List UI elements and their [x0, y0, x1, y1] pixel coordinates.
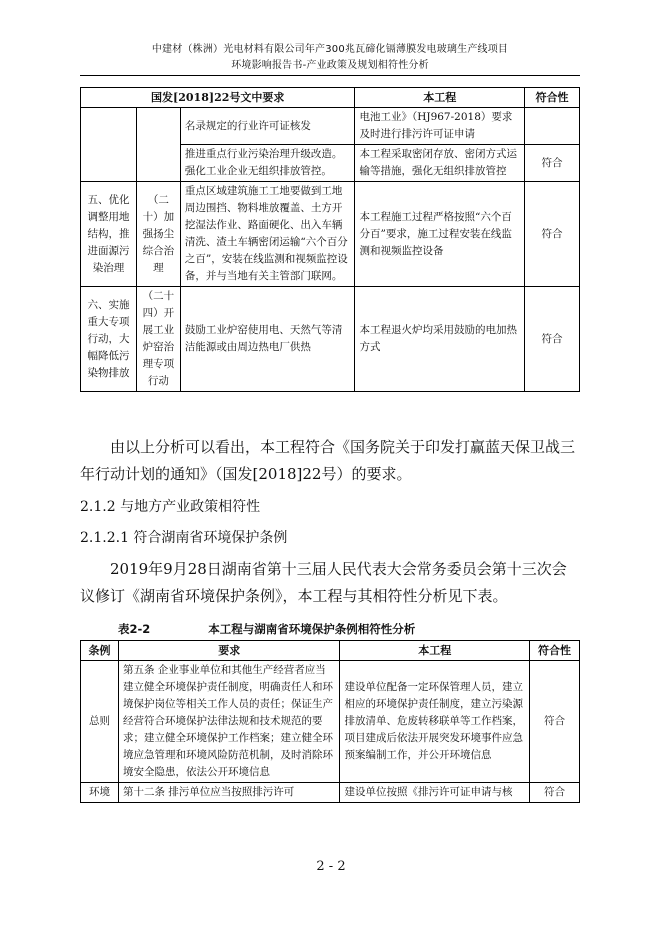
requirement-cell: 重点区域建筑施工工地要做到工地周边围挡、物料堆放覆盖、土方开挖湿法作业、路面硬化、出入车辆清洗、渣土车辆密闭运输“六个百分之百”，安装在线监测和视频监控设备，并与当地有关主管部门联网。	[180, 182, 355, 287]
project-cell: 本工程施工过程严格按照“六个百分百”要求，施工过程安装在线监测和视频监控设备	[355, 182, 525, 287]
project-cell: 建设单位按照《排污许可证申请与核	[340, 783, 530, 803]
requirement-cell: 第十二条 排污单位应当按照排污许可	[118, 783, 340, 803]
table-row	[81, 182, 580, 287]
page-number: 2 - 2	[316, 859, 346, 874]
compliance-cell: 符合	[525, 287, 580, 392]
header-rule	[80, 75, 580, 76]
project-cell: 本工程采取密闭存放、密闭方式运输等措施，强化无组织排放管控	[355, 145, 525, 182]
category-cell: 六、实施重大专项行动，大幅降低污染物排放	[81, 287, 137, 392]
table-title: 本工程与湖南省环境保护条例相符性分析	[208, 622, 416, 636]
policy-table-1	[80, 87, 580, 392]
table-row	[81, 108, 580, 145]
conclusion-paragraph: 由以上分析可以看出，本工程符合《国务院关于印发打赢蓝天保卫战三年行动计划的通知》（国发[2018]22号）的要求。	[80, 438, 576, 483]
compliance-cell: 符合	[525, 182, 580, 287]
column-header: 条例	[81, 641, 119, 661]
column-header: 符合性	[525, 88, 580, 108]
project-cell: 本工程退火炉均采用鼓励的电加热方式	[355, 287, 525, 392]
category-cell: 总则	[81, 661, 119, 783]
section-heading: 2.1.2 与地方产业政策相符性	[80, 499, 261, 515]
header-line-2: 环境影响报告书-产业政策及规划相符性分析	[231, 60, 429, 71]
requirement-cell: 推进重点行业污染治理升级改造。强化工业企业无组织排放管控。	[180, 145, 355, 182]
table-row	[81, 783, 580, 803]
project-cell: 建设单位配备一定环保管理人员，建立相应的环境保护责任制度，建立污染源排放清单、危废转移联单等工作档案，项目建成后依法开展突发环境事件应急预案编制工作，并公开环境信息	[340, 661, 530, 783]
column-header: 国发[2018]22号文中要求	[81, 88, 355, 108]
requirement-cell: 名录规定的行业许可证核发	[180, 108, 355, 145]
subcategory-cell: （二十）加强扬尘综合治理	[136, 182, 180, 287]
table-row	[81, 661, 580, 783]
policy-table-2	[80, 640, 580, 803]
table-number: 表2-2	[118, 622, 151, 636]
column-header: 本工程	[355, 88, 525, 108]
compliance-cell: 符合	[525, 145, 580, 182]
requirement-cell: 鼓励工业炉窑使用电、天然气等清洁能源或由周边热电厂供热	[180, 287, 355, 392]
requirement-cell: 第五条 企业事业单位和其他生产经营者应当建立健全环境保护责任制度，明确责任人和环境保护岗位等相关工作人员的责任；保证生产经营符合环境保护法律法规和技术规范的要求；建立健全环境保护工作档案；建立健全环境应急管理和环境风险防范机制，及时消除环境安全隐患，依法公开环境信息	[118, 661, 340, 783]
subsection-heading: 2.1.2.1 符合湖南省环境保护条例	[80, 530, 288, 546]
project-cell: 电池工业》（HJ967-2018）要求及时进行排污许可证申请	[355, 108, 525, 145]
category-cell: 环境	[81, 783, 119, 803]
intro-paragraph: 2019年9月28日湖南省第十三届人民代表大会常务委员会第十三次会议修订《湖南省环境保护条例》，本工程与其相符性分析见下表。	[80, 560, 567, 605]
subcategory-cell: （二十四）开展工业炉窑治理专项行动	[136, 287, 180, 392]
column-header: 本工程	[340, 641, 530, 661]
table-row	[81, 287, 580, 392]
compliance-cell: 符合	[530, 783, 580, 803]
column-header: 要求	[118, 641, 340, 661]
column-header: 符合性	[530, 641, 580, 661]
table-caption	[118, 621, 415, 637]
table-header-row	[81, 641, 580, 661]
compliance-cell: 符合	[530, 661, 580, 783]
subcategory-cell	[136, 108, 180, 182]
table-header-row	[81, 88, 580, 108]
compliance-cell	[525, 108, 580, 145]
category-cell	[81, 108, 137, 182]
header-line-1: 中建材（株洲）光电材料有限公司年产300兆瓦碲化镉薄膜发电玻璃生产线项目	[151, 44, 509, 55]
category-cell: 五、优化调整用地结构，推进面源污染治理	[81, 182, 137, 287]
